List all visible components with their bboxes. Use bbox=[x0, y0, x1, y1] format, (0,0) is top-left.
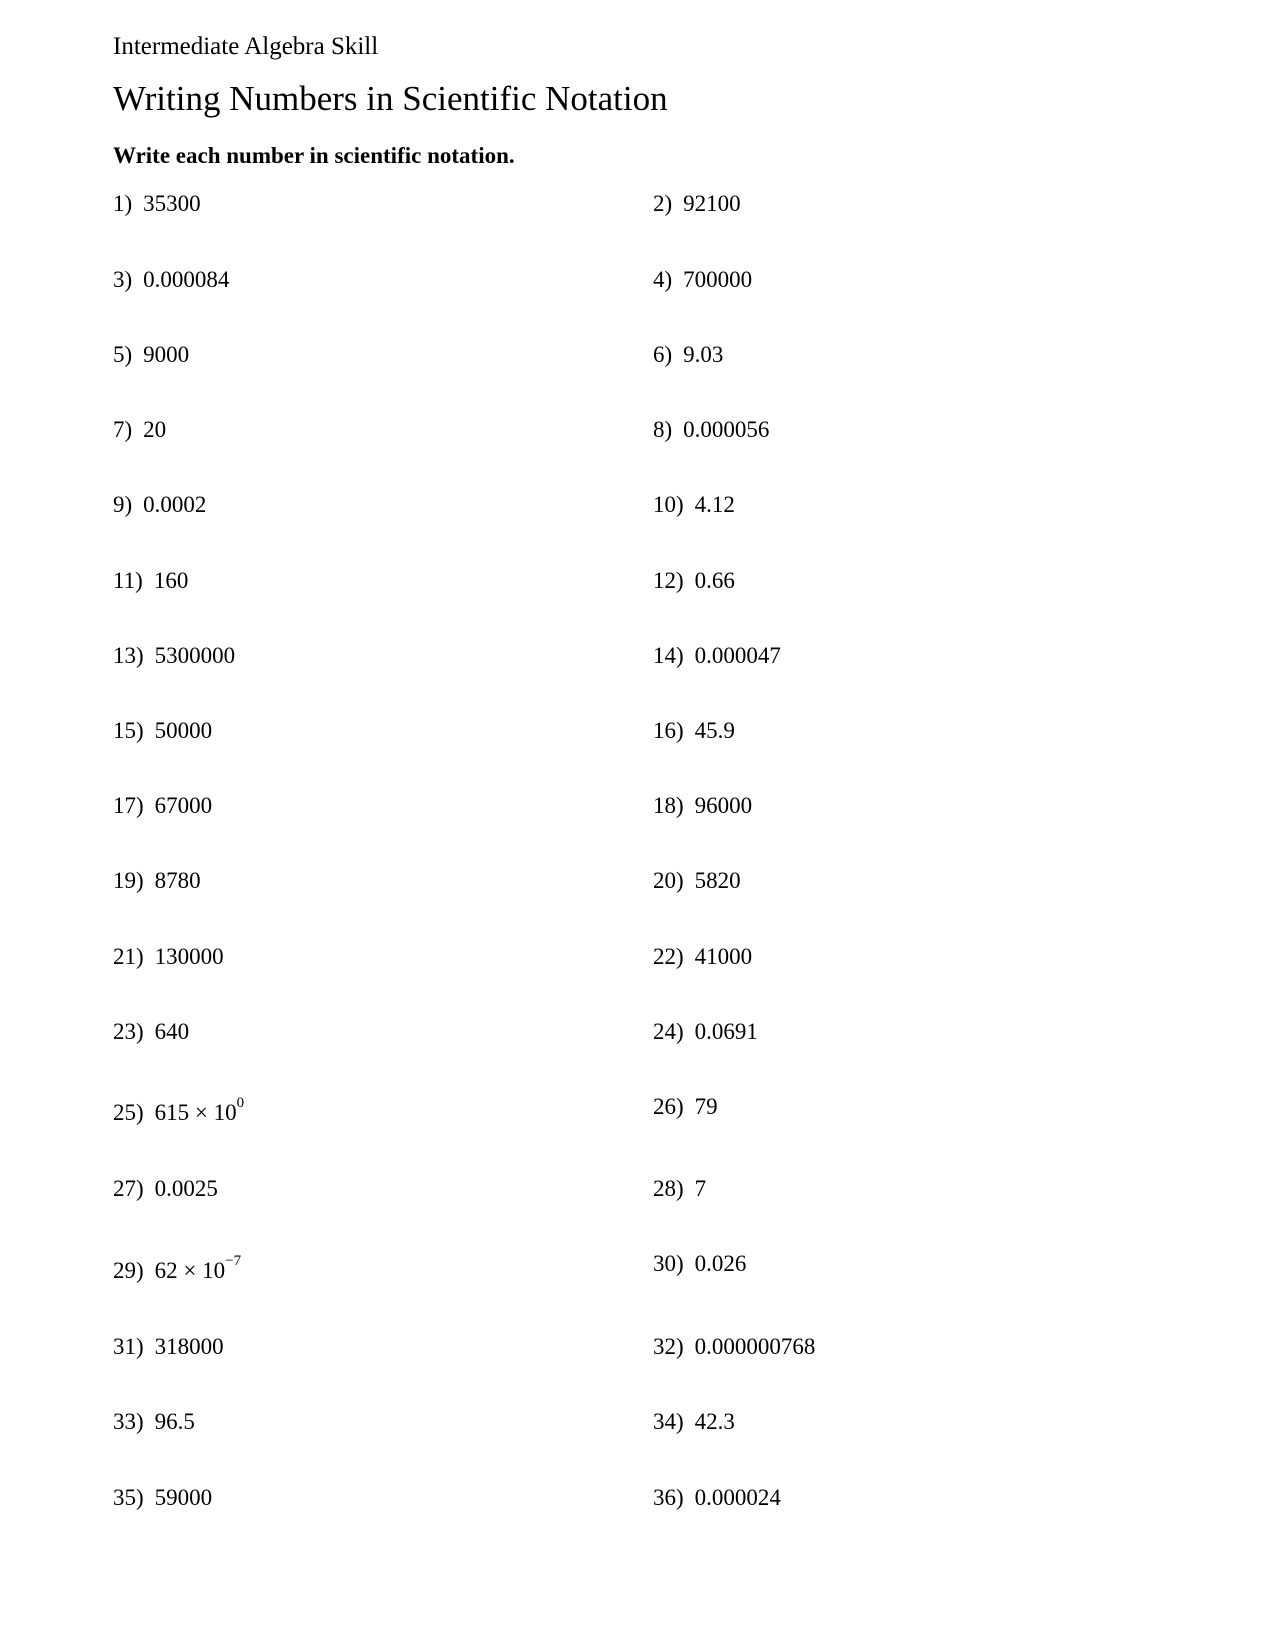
problem-value: 0.000084 bbox=[143, 267, 230, 292]
problem-value: 640 bbox=[154, 1019, 190, 1044]
problem-item bbox=[653, 1484, 781, 1512]
problem-item bbox=[653, 717, 735, 745]
problem-number: 31) bbox=[113, 1334, 144, 1359]
problem-value: 0.000000768 bbox=[694, 1334, 816, 1359]
problem-item bbox=[113, 1253, 242, 1285]
problem-item bbox=[113, 1333, 224, 1361]
problem-item bbox=[653, 266, 752, 294]
problem-item bbox=[113, 416, 166, 444]
problem-value: 700000 bbox=[683, 267, 753, 292]
problem-number: 4) bbox=[653, 267, 673, 292]
problem-number: 6) bbox=[653, 342, 673, 367]
problem-item bbox=[113, 867, 201, 895]
problem-item bbox=[113, 190, 201, 218]
problem-item bbox=[653, 943, 752, 971]
problem-item bbox=[113, 792, 212, 820]
problem-value: 92100 bbox=[683, 191, 741, 216]
problem-number: 26) bbox=[653, 1094, 684, 1119]
problem-item bbox=[653, 567, 735, 595]
worksheet-title: Writing Numbers in Scientific Notation bbox=[113, 79, 668, 118]
problem-value: 0.66 bbox=[694, 568, 735, 593]
problem-item bbox=[113, 642, 235, 670]
problem-item bbox=[113, 567, 188, 595]
problem-item bbox=[113, 943, 224, 971]
problem-item bbox=[113, 717, 212, 745]
problem-item bbox=[653, 1018, 758, 1046]
problem-number: 33) bbox=[113, 1409, 144, 1434]
problem-value: 41000 bbox=[694, 944, 753, 969]
problem-item bbox=[113, 1175, 218, 1203]
problem-number: 8) bbox=[653, 417, 673, 442]
problem-number: 21) bbox=[113, 944, 144, 969]
problem-number: 7) bbox=[113, 417, 133, 442]
worksheet-subject: Intermediate Algebra Skill bbox=[113, 33, 379, 60]
problem-item bbox=[113, 1408, 195, 1436]
problem-number: 22) bbox=[653, 944, 684, 969]
problem-number: 20) bbox=[653, 868, 684, 893]
problem-number: 19) bbox=[113, 868, 144, 893]
problem-value: 0.0002 bbox=[143, 492, 207, 517]
problem-number: 32) bbox=[653, 1334, 684, 1359]
problem-value: 318000 bbox=[154, 1334, 224, 1359]
problem-value: 59000 bbox=[154, 1485, 213, 1510]
problem-item bbox=[113, 341, 189, 369]
problem-exponent: −7 bbox=[225, 1253, 242, 1270]
problem-value: 35300 bbox=[143, 191, 201, 216]
problem-item bbox=[653, 867, 741, 895]
problem-number: 15) bbox=[113, 718, 144, 743]
problem-value: 0.026 bbox=[694, 1251, 747, 1276]
problem-value: 0.0025 bbox=[154, 1176, 218, 1201]
problem-item bbox=[653, 1333, 815, 1361]
problem-item bbox=[113, 491, 206, 519]
problem-value: 20 bbox=[143, 417, 167, 442]
problem-number: 3) bbox=[113, 267, 133, 292]
problem-number: 11) bbox=[113, 568, 143, 593]
problem-value: 62 × 10 bbox=[154, 1258, 226, 1283]
problem-number: 23) bbox=[113, 1019, 144, 1044]
problem-value: 5300000 bbox=[154, 643, 236, 668]
problem-value: 0.000047 bbox=[694, 643, 781, 668]
problem-value: 96000 bbox=[694, 793, 753, 818]
problem-number: 24) bbox=[653, 1019, 684, 1044]
problem-value: 42.3 bbox=[694, 1409, 735, 1434]
problem-number: 10) bbox=[653, 492, 684, 517]
problem-exponent: 0 bbox=[236, 1095, 245, 1112]
problem-value: 0.000056 bbox=[683, 417, 770, 442]
problem-value: 5820 bbox=[694, 868, 741, 893]
problem-value: 130000 bbox=[154, 944, 224, 969]
problem-item bbox=[653, 341, 723, 369]
problem-item bbox=[113, 1484, 212, 1512]
problem-value: 160 bbox=[153, 568, 189, 593]
problem-number: 2) bbox=[653, 191, 673, 216]
problem-number: 28) bbox=[653, 1176, 684, 1201]
problem-value: 50000 bbox=[154, 718, 213, 743]
problem-item bbox=[653, 1250, 746, 1278]
problem-item bbox=[653, 1408, 735, 1436]
problem-number: 25) bbox=[113, 1100, 144, 1125]
problem-value: 8780 bbox=[154, 868, 201, 893]
worksheet-instructions: Write each number in scientific notation. bbox=[113, 143, 515, 168]
problem-number: 36) bbox=[653, 1485, 684, 1510]
problem-number: 9) bbox=[113, 492, 133, 517]
problem-value: 9000 bbox=[143, 342, 190, 367]
problem-item bbox=[653, 416, 769, 444]
problem-item bbox=[653, 792, 752, 820]
problem-value: 9.03 bbox=[683, 342, 724, 367]
problem-number: 35) bbox=[113, 1485, 144, 1510]
problem-value: 4.12 bbox=[694, 492, 735, 517]
problem-value: 79 bbox=[694, 1094, 718, 1119]
problem-number: 29) bbox=[113, 1258, 144, 1283]
problem-number: 17) bbox=[113, 793, 144, 818]
problem-item bbox=[113, 266, 229, 294]
problem-number: 13) bbox=[113, 643, 144, 668]
problem-number: 12) bbox=[653, 568, 684, 593]
problem-value: 7 bbox=[694, 1176, 707, 1201]
problem-number: 14) bbox=[653, 643, 684, 668]
problem-number: 1) bbox=[113, 191, 133, 216]
problem-number: 30) bbox=[653, 1251, 684, 1276]
problem-value: 67000 bbox=[154, 793, 213, 818]
problem-number: 27) bbox=[113, 1176, 144, 1201]
problem-item bbox=[653, 1175, 706, 1203]
problem-number: 16) bbox=[653, 718, 684, 743]
problem-item bbox=[653, 190, 741, 218]
problem-number: 18) bbox=[653, 793, 684, 818]
problem-item bbox=[653, 1093, 718, 1121]
problem-value: 0.0691 bbox=[694, 1019, 758, 1044]
problem-value: 45.9 bbox=[694, 718, 735, 743]
problem-value: 615 × 10 bbox=[154, 1100, 237, 1125]
problem-item bbox=[653, 642, 781, 670]
problem-item bbox=[113, 1095, 245, 1127]
problem-value: 0.000024 bbox=[694, 1485, 781, 1510]
problem-item bbox=[113, 1018, 189, 1046]
problem-value: 96.5 bbox=[154, 1409, 195, 1434]
problem-number: 5) bbox=[113, 342, 133, 367]
problem-item bbox=[653, 491, 735, 519]
problem-number: 34) bbox=[653, 1409, 684, 1434]
